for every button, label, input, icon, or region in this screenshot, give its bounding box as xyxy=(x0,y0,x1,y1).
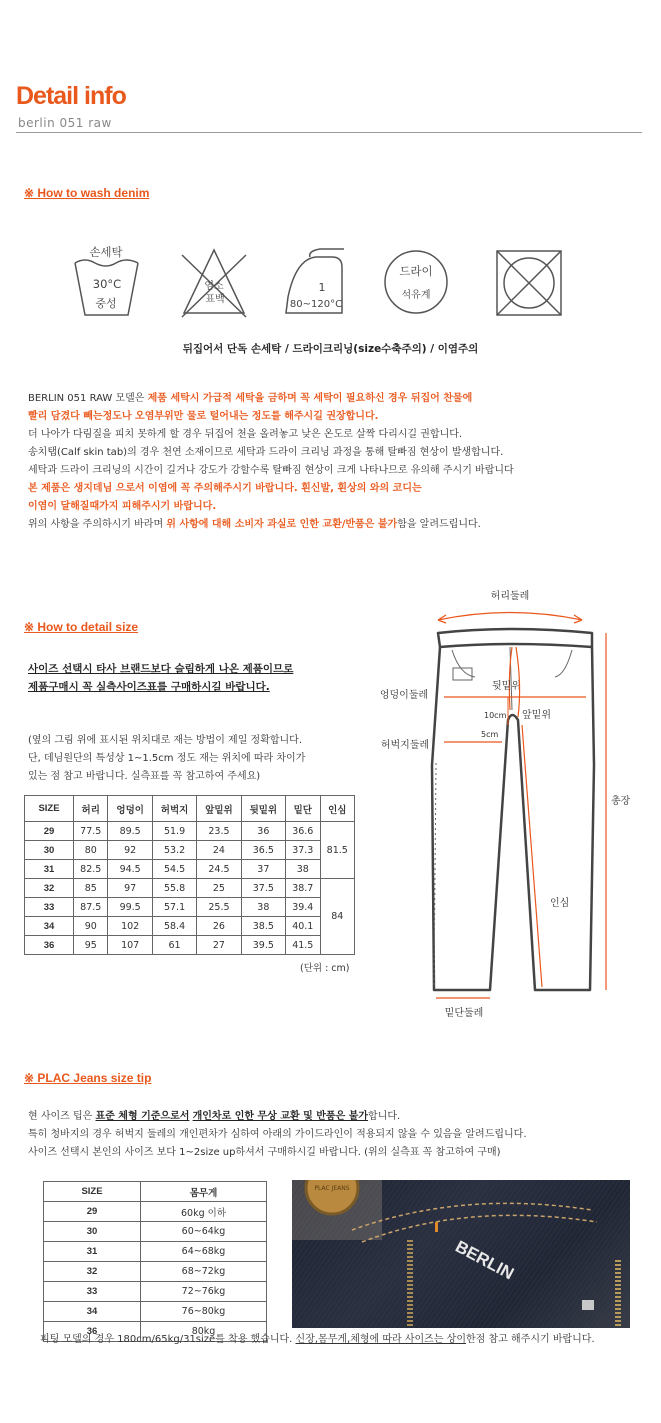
table-row: 33 87.5 99.5 57.1 25.5 38 39.4 xyxy=(25,898,355,917)
label-total-length: 총장 xyxy=(611,796,631,807)
wash-line-1: BERLIN 051 RAW 모델은 제품 세탁시 가급적 세탁을 금하며 꼭 세탁이 필요하신 경우 뒤집어 찬물에 xyxy=(28,393,473,404)
size-chart-table xyxy=(24,795,355,955)
hand-wash-detergent: 중성 xyxy=(95,297,117,310)
col-size: SIZE xyxy=(25,796,74,822)
wash-line-7: 이염이 달해질때가지 피해주시기 바랍니다. xyxy=(28,501,217,512)
table-row: 34 90 102 58.4 26 38.5 40.1 xyxy=(25,917,355,936)
table-row: 33 72~76kg xyxy=(44,1282,267,1302)
wash-care-icons xyxy=(70,245,580,320)
button-engraving: PLAC JEANS xyxy=(314,1185,350,1192)
table-row: 36 95 107 61 27 39.5 41.5 xyxy=(25,936,355,955)
size-unit: (단위 : cm) xyxy=(300,960,349,974)
label-inseam: 인심 xyxy=(550,898,570,909)
col-weight: 몸무게 xyxy=(141,1182,267,1202)
wash-line-3: 더 나아가 다림질을 피치 못하게 할 경우 뒤집어 천을 올려놓고 낮은 온도로 살짝 다리시길 권합니다. xyxy=(28,429,463,440)
wash-line-4: 송치탭(Calf skin tab)의 경우 천연 소재이므로 세탁과 드라이 크리닝 과정을 통해 탈빠짐 현상이 발생합니다. xyxy=(28,447,504,458)
tip-line-3: 사이즈 선택시 본인의 사이즈 보다 1~2size up하셔서 구매하시길 바랍니다. (위의 실측표 꼭 참고하여 구매) xyxy=(28,1147,501,1158)
table-row: 31 64~68kg xyxy=(44,1242,267,1262)
page-subtitle: berlin 051 raw xyxy=(18,116,112,130)
dry-clean-solvent: 석유계 xyxy=(401,290,431,301)
col-inseam: 인심 xyxy=(320,796,355,822)
label-hem: 밑단둘레 xyxy=(444,1008,484,1019)
size-desc-1: (옆의 그림 위에 표시된 위치대로 재는 방법이 제일 정확합니다. xyxy=(28,735,303,746)
size-description xyxy=(28,732,305,786)
col-size: SIZE xyxy=(44,1182,141,1202)
wash-line-8: 위의 사항을 주의하시기 바라며 위 사항에 대해 소비자 과실로 인한 교환/반품은 불가함을 알려드립니다. xyxy=(28,519,481,530)
size-desc-2: 단, 데님원단의 특성상 1~1.5cm 정도 재는 위치에 따라 차이가 xyxy=(28,753,306,764)
denim-photo-art xyxy=(292,1180,630,1328)
wash-paragraph xyxy=(28,390,514,534)
iron-temp: 80~120°C xyxy=(289,299,343,310)
tip-text xyxy=(28,1108,527,1162)
col-hip: 엉덩이 xyxy=(108,796,152,822)
page-title: Detail info xyxy=(16,82,126,110)
wash-line-5: 세탁과 드라이 크리닝의 시간이 길거나 강도가 강할수록 탈빠짐 현상이 크게 나타나므로 유의해 주시기 바랍니다 xyxy=(28,465,514,476)
label-10cm: 10cm xyxy=(484,711,507,720)
tip-section-title: ※ PLAC Jeans size tip xyxy=(24,1071,152,1085)
label-5cm: 5cm xyxy=(481,730,499,739)
header-divider xyxy=(16,132,642,133)
col-front-rise: 앞밑위 xyxy=(197,796,241,822)
hand-wash-temp: 30°C xyxy=(92,277,122,291)
dry-clean-label: 드라이 xyxy=(399,264,433,278)
col-waist: 허리 xyxy=(74,796,108,822)
tip-line-1: 현 사이즈 팁은 표준 체형 기준으로서 개인차로 인한 무상 교환 및 반품은 불가합니다. xyxy=(28,1111,401,1122)
table-row: 29 77.5 89.5 51.9 23.5 36 36.6 81.5 xyxy=(25,822,355,841)
size-desc-3: 있는 점 참고 바랍니다. 실측표를 꼭 참고하여 주세요) xyxy=(28,771,261,782)
size-notice-1: 사이즈 선택시 타사 브랜드보다 슬림하게 나온 제품이므로 xyxy=(28,663,294,675)
table-row: 29 60kg 이하 xyxy=(44,1202,267,1222)
table-row: 36 80kg xyxy=(44,1322,267,1342)
label-front-rise: 앞밑위 xyxy=(522,710,551,721)
weight-guide-table xyxy=(43,1181,267,1342)
table-row: 32 85 97 55.8 25 37.5 38.7 84 xyxy=(25,879,355,898)
fitting-model-note: 피팅 모델의 경우 180cm/65kg/31size를 착용 했습니다. 신장,몸무게,체형에 따라 사이즈는 상이한점 참고 해주시기 바랍니다. xyxy=(40,1334,595,1345)
table-row: 34 76~80kg xyxy=(44,1302,267,1322)
iron-icon xyxy=(286,249,344,313)
dry-clean-icon xyxy=(385,251,447,313)
label-back-rise: 뒷밑위 xyxy=(492,681,521,692)
iron-level: 1 xyxy=(318,281,326,294)
label-hip: 엉덩이둘레 xyxy=(379,690,429,701)
hand-wash-label: 손세탁 xyxy=(89,245,123,259)
col-hem: 밑단 xyxy=(286,796,320,822)
label-thigh: 허벅지둘레 xyxy=(380,740,430,751)
table-row: 31 82.5 94.5 54.5 24.5 37 38 xyxy=(25,860,355,879)
label-waist: 허리둘레 xyxy=(490,591,530,602)
jeans-measure-diagram xyxy=(360,585,640,1025)
size-notice-2: 제품구매시 꼭 실측사이즈표를 구매하시길 바랍니다. xyxy=(28,681,270,693)
table-row: 30 80 92 53.2 24 36.5 37.3 xyxy=(25,841,355,860)
wash-line-2: 빨리 담겼다 빼는정도나 오염부위만 물로 털어내는 정도를 해주시길 권장합니다. xyxy=(28,411,379,422)
no-bleach-icon xyxy=(182,250,246,317)
wash-caption: 뒤집어서 단독 손세탁 / 드라이크리닝(size수축주의) / 이염주의 xyxy=(182,343,479,355)
wash-line-6: 본 제품은 생지데님 으로서 이염에 꼭 주의해주시기 바랍니다. 흰신발, 흰상의 와의 코디는 xyxy=(28,483,422,494)
no-tumble-dry-icon xyxy=(497,251,561,315)
hand-wash-icon xyxy=(75,245,138,315)
table-row: 32 68~72kg xyxy=(44,1262,267,1282)
tip-line-2: 특히 청바지의 경우 허벅지 둘레의 개인편차가 심하여 아래의 가이드라인이 적용되지 않을 수 있음을 알려드립니다. xyxy=(28,1129,527,1140)
no-bleach-label-2: 표백 xyxy=(205,294,225,305)
col-back-rise: 뒷밑위 xyxy=(241,796,285,822)
weight-guide-header xyxy=(44,1182,267,1202)
denim-detail-photo xyxy=(292,1180,630,1328)
size-section-title: ※ How to detail size xyxy=(24,620,139,634)
wash-section-title: ※ How to wash denim xyxy=(24,186,150,200)
no-bleach-label-1: 염소 xyxy=(204,281,224,292)
table-row: 30 60~64kg xyxy=(44,1222,267,1242)
inseam-value-a: 81.5 xyxy=(320,822,355,879)
berlin-embroidery: BERLIN xyxy=(452,1236,517,1284)
inseam-value-b: 84 xyxy=(320,879,355,955)
col-thigh: 허벅지 xyxy=(152,796,196,822)
size-chart-header xyxy=(25,796,355,822)
